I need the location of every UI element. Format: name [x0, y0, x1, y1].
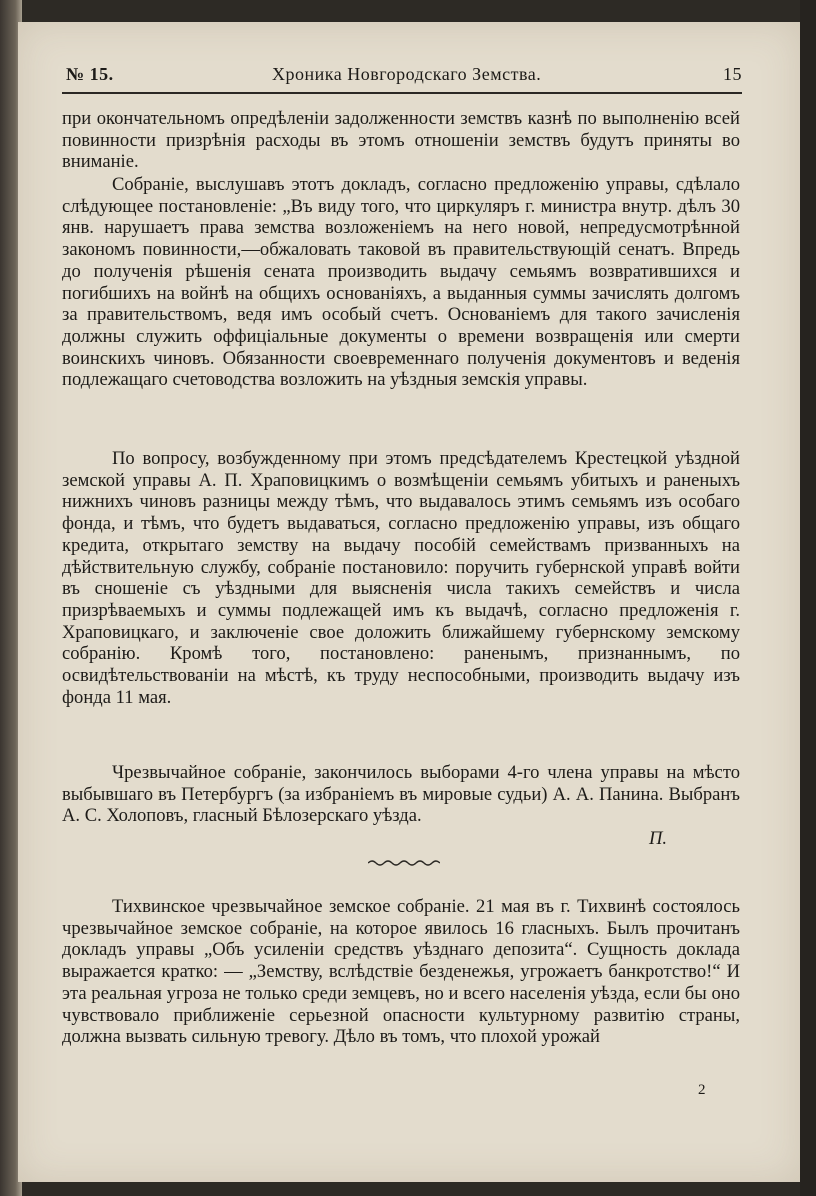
- scan-edge: [800, 0, 816, 1196]
- paragraph-4-text: Чрезвычайное собраніе, закончилось выборами 4-го члена управы на мѣсто выбывшаго въ Петербургъ (за избраніемъ въ мировые судьи) А. А. Панина. Выбранъ А. С. Холоповъ, гласный Бѣлозерскаго уѣзда.: [62, 762, 740, 827]
- section-2-body: 21 мая въ г. Тихвинѣ состоялось чрезвычайное земское собраніе, на которое явилось 16 гласныхъ. Былъ прочитанъ докладъ управы „Объ усиленіи средствъ уѣзднаго депозита“. Сущность доклада выражается кратко: — „Земству, вслѣдствіе безденежья, угрожаетъ банкротство!“ И эта реальная угроза не только среди земцевъ, но и всего населенія уѣзда, если бы оно чувствовало приближеніе серьезной опасности культурному развитію страны, должна вызвать сильную тревогу. Дѣло въ томъ, что плохой урожай: [62, 896, 740, 1048]
- paragraph-2: [62, 174, 740, 391]
- running-header: [62, 60, 742, 88]
- paragraph-4: [62, 762, 740, 827]
- paragraph-3: [62, 448, 740, 708]
- paragraph-2-text: Собраніе, выслушавъ этотъ докладъ, согласно предложенію управы, сдѣлало слѣдующее постановленіе: „Въ виду того, что циркуляръ г. министра внутр. дѣлъ 30 янв. нарушаетъ права земства возложеніемъ на него новой, непредусмотрѣнной закономъ повинности,—обжаловать таковой въ правительствующій сенатъ. Впредь до полученія рѣшенія сената производить выдачу семьямъ возвратившихся и погибшихъ на войнѣ на общихъ основаніяхъ, а выданныя суммы зачислять долгомъ за правительствомъ, ведя имъ особый счетъ. Основаніемъ для такого зачисленія должны служить оффиціальные документы о времени возвращенія или смерти воинскихъ чиновъ. Обязанности своевременнаго полученія документовъ и веденія подлежащаго счетоводства возложить на уѣздныя земскія управы.: [62, 174, 740, 391]
- author-signature: П.: [649, 828, 668, 849]
- section-separator: [368, 858, 440, 868]
- section-2-heading: Тихвинское чрезвычайное земское собраніе.: [112, 896, 470, 917]
- header-rule: [62, 92, 742, 94]
- paragraph-1: [62, 108, 740, 173]
- section-2: [62, 896, 740, 1048]
- paragraph-1-text: при окончательномъ опредѣленіи задолженности земствъ казнѣ по выполненію всей повинности призрѣнія расходы въ этомъ отношеніи земствъ будутъ приняты во вниманіе.: [62, 108, 740, 173]
- page-number: 15: [723, 64, 742, 84]
- sheet-number: 2: [698, 1082, 706, 1098]
- section-2-text: [62, 896, 740, 1048]
- journal-title: Хроника Новгородскаго Земства.: [272, 64, 542, 84]
- paragraph-3-text: По вопросу, возбужденному при этомъ предсѣдателемъ Крестецкой уѣздной земской управы А. П. Храповицкимъ о возмѣщеніи семьямъ убитыхъ и раненыхъ нижнихъ чиновъ разницы между тѣмъ, что выдавалось этимъ семьямъ изъ особаго фонда, и тѣмъ, что будетъ выдаваться, согласно предложенію управы, изъ общаго кредита, открытаго земству на выдачу пособій семействамъ призванныхъ на дѣйствительную службу, собраніе постановило: поручить губернской управѣ войти въ сношеніе съ уѣздными для выясненія числа такихъ семействъ и числа призрѣваемыхъ и суммы подлежащей имъ къ выдачѣ, согласно предложенія г. Храповицкаго, и заключеніе свое доложить ближайшему губернскому земскому собранію. Кромѣ того, постановлено: раненымъ, признаннымъ, по освидѣтельствованіи на мѣстѣ, къ труду неспособными, производить выдачу изъ фонда 11 мая.: [62, 448, 740, 708]
- issue-number: № 15.: [66, 64, 114, 84]
